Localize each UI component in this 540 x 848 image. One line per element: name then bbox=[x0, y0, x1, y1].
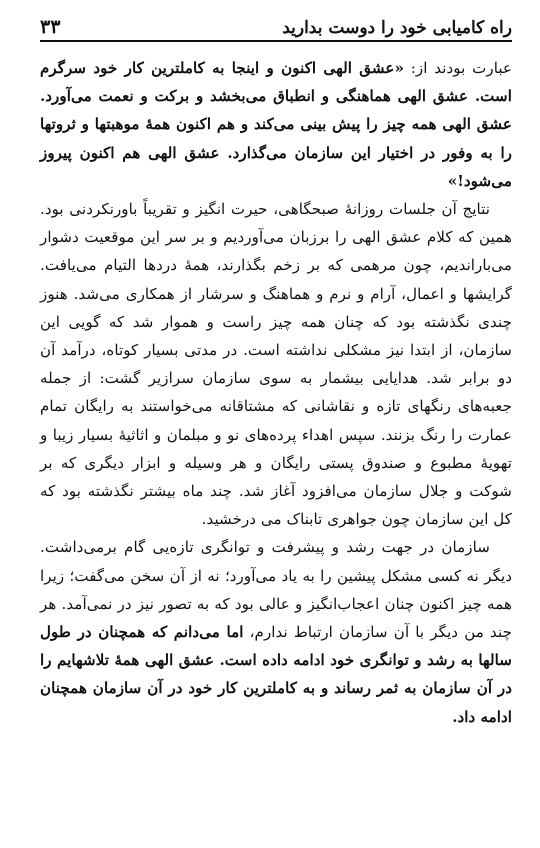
paragraph-3-text: سازمان در جهت رشد و پیشرفت و توانگری تازه‌یی گام برمی‌داشت. دیگر نه کسی مشکل پیشین را به یاد می‌آورد؛ نه از آن سخن می‌گفت؛ زیرا همه چیز اکنون چنان اعجاب‌انگیز و عالی بود که به تصور نیز در نمی‌آمد. هر چند من دیگر با آن سازمان ارتباط ندارم، bbox=[40, 538, 512, 642]
running-title: راه کامیابی خود را دوست بدارید bbox=[282, 18, 512, 38]
paragraph-1 bbox=[40, 54, 512, 195]
paragraph-3-bold-text: اما می‌دانم که همچنان در طول سالها به رشد و توانگری خود ادامه داده است. عشق الهی همهٔ تلاشهایم را در آن سازمان به ثمر رساند و به کاملترین کار خود در آن سازمان همچنان ادامه داد. bbox=[40, 623, 512, 726]
page-body bbox=[40, 54, 512, 731]
paragraph-3 bbox=[40, 533, 512, 730]
page-number: ۳۳ bbox=[40, 16, 61, 38]
paragraph-2: نتایج آن جلسات روزانهٔ صبحگاهی، حیرت انگیز و تقریباً باورنکردنی بود. همین که کلام عشق الهی را برزبان می‌آوردیم و بر سر این موقعیت دشوار می‌باراندیم، چون مرهمی که بر زخم بگذارند، همهٔ دردها التیام می‌یافت. گرایشها و اعمال، آرام و نرم و هماهنگ و سرشار از همکاری می‌شد. هنوز چندی نگذشته بود که چنان همه چیز راست و هموار شد که گویی این سازمان، از ابتدا نیز مشکلی نداشته است. در مدتی بسیار کوتاه، درآمد آن دو برابر شد. هدایایی بیشمار به سوی سازمان سرازیر گشت: از جمله جعبه‌های رنگهای تازه و نقاشانی که مشتاقانه می‌خواستند به رایگان تمام عمارت را رنگ بزنند. سپس اهداء پرده‌های نو و مبلمان و اثاثیهٔ بسیار زیبا و تهویهٔ مطبوع و صندوق پستی رایگان و هر وسیله و ابزار دیگری که بر شوکت و جلال سازمان می‌افزود آغاز شد. چند ماه بیشتر نگذشته بود که کل این سازمان چون جواهری تابناک می درخشید. bbox=[40, 200, 512, 529]
affirmation-quote: «عشق الهی اکنون و اینجا به کاملترین کار خود سرگرم است. عشق الهی هماهنگی و انطباق می‌بخشد و برکت و نعمت می‌آورد. عشق الهی همه چیز را پیش بینی می‌کند و هم اکنون همهٔ موهبتها و ثروتها را به وفور در اختیار این سازمان می‌گذارد. عشق الهی هم اکنون پیروز می‌شود!» bbox=[40, 59, 512, 190]
paragraph-1-intro: عبارت بودند از: bbox=[403, 59, 513, 77]
page-header bbox=[40, 8, 512, 42]
book-page bbox=[40, 8, 512, 838]
